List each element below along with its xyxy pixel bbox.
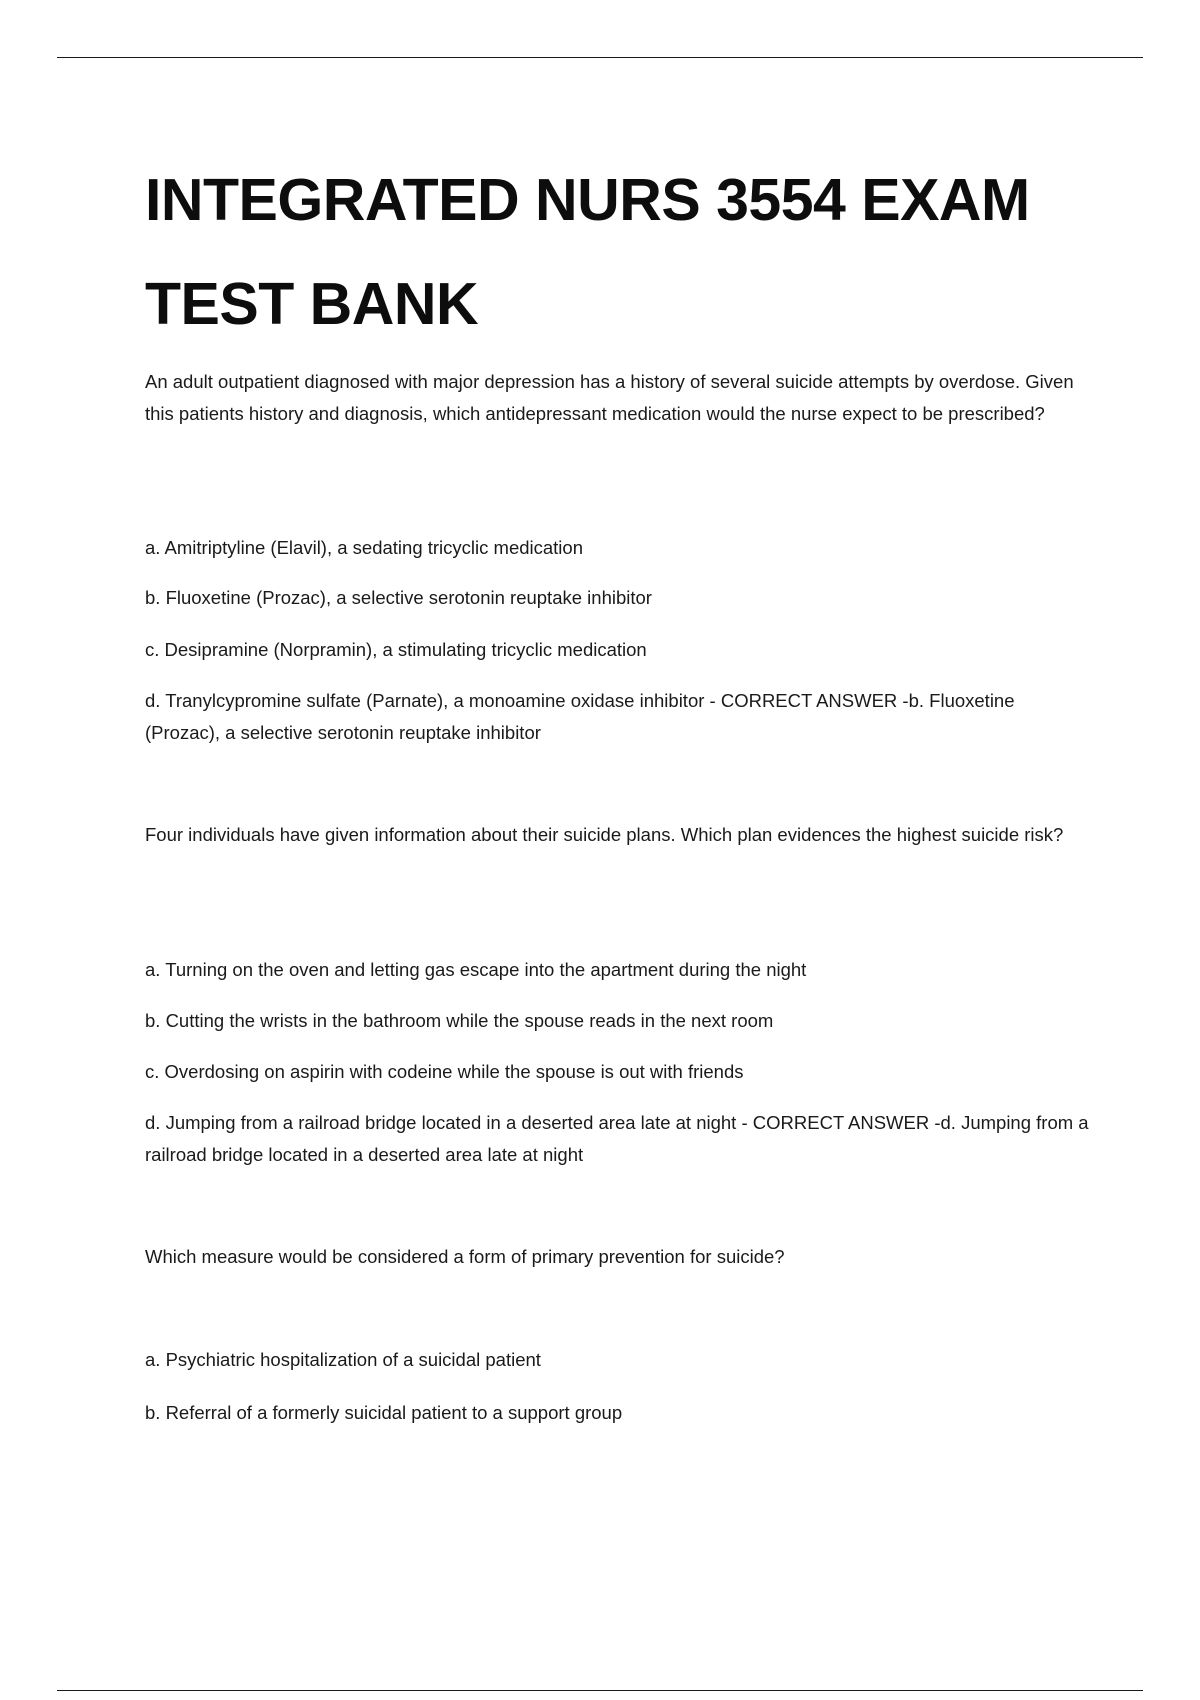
page-title [145,148,1145,356]
page-title-line-2: TEST BANK [145,271,479,337]
top-rule [57,57,1143,58]
question-2-option-d-answer: d. Jumping from a railroad bridge located in a deserted area late at night - CORRECT ANSWER -d. Jumping from a railroad bridge located in a deserted area late at night [145,1112,1089,1165]
question-1-option-a: a. Amitriptyline (Elavil), a sedating tricyclic medication [145,537,583,558]
question-3-option-b: b. Referral of a formerly suicidal patient to a support group [145,1402,623,1423]
question-2-option-a: a. Turning on the oven and letting gas escape into the apartment during the night [145,959,807,980]
question-3-stem: Which measure would be considered a form of primary prevention for suicide? [145,1246,785,1267]
question-1-option-c: c. Desipramine (Norpramin), a stimulating tricyclic medication [145,639,647,660]
question-3-option-a: a. Psychiatric hospitalization of a suicidal patient [145,1349,541,1370]
question-1-stem: An adult outpatient diagnosed with major depression has a history of several suicide attempts by overdose. Given this patients history and diagnosis, which antidepressant medication would the nurse expect to be prescribed? [145,371,1074,424]
page-title-line-1: INTEGRATED NURS 3554 EXAM [145,167,1030,233]
bottom-rule [57,1690,1143,1691]
question-1-option-d-answer: d. Tranylcypromine sulfate (Parnate), a monoamine oxidase inhibitor - CORRECT ANSWER -b. Fluoxetine (Prozac), a selective serotonin reuptake inhibitor [145,690,1015,743]
question-2-option-c: c. Overdosing on aspirin with codeine while the spouse is out with friends [145,1061,744,1082]
question-2-stem: Four individuals have given information about their suicide plans. Which plan evidences the highest suicide risk? [145,824,1064,845]
question-1-option-b: b. Fluoxetine (Prozac), a selective serotonin reuptake inhibitor [145,587,652,608]
question-2-option-b: b. Cutting the wrists in the bathroom while the spouse reads in the next room [145,1010,774,1031]
